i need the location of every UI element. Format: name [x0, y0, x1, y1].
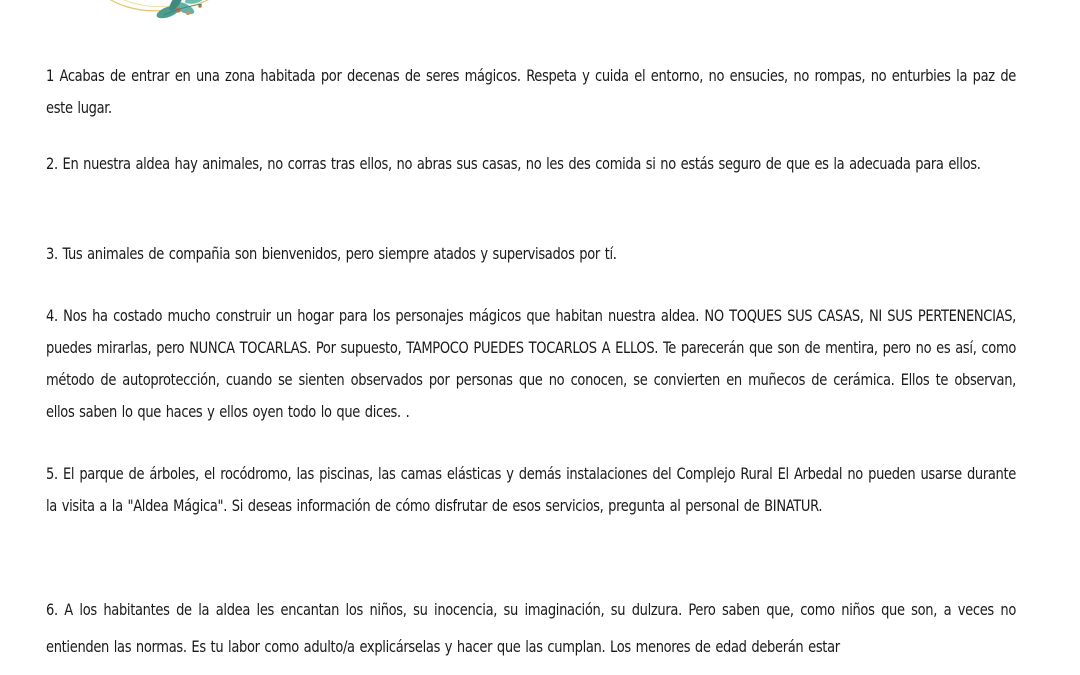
leaf-cluster-icon	[155, 0, 203, 21]
rule-2: 2. En nuestra aldea hay animales, no corras tras ellos, no abras sus casas, no les des comida si no estás seguro de que es la adecuada para ellos.	[46, 155, 981, 173]
rule-3: 3. Tus animales de compañia son bienvenidos, pero siempre atados y supervisados por tí.	[46, 245, 617, 263]
wreath-ring	[88, 0, 232, 11]
rule-5: 5. El parque de árboles, el rocódromo, las piscinas, las camas elásticas y demás instalaciones del Complejo Rural El Arbedal no pueden usarse durante la visita a la "Aldea Mágica". Si deseas información de cómo disfrutar de esos servicios, pregunta al personal de BINATUR.	[46, 465, 1016, 515]
rule-6: 6. A los habitantes de la aldea les encantan los niños, su inocencia, su imaginación, su dulzura. Pero saben que, como niños que son, a veces no entienden las normas. Es tu labor como adulto/a explicárselas y hacer que las cumplan. Los menores de edad deberán estar	[46, 601, 1016, 656]
rule-4: 4. Nos ha costado mucho construir un hogar para los personajes mágicos que habitan nuestra aldea. NO TOQUES SUS CASAS, NI SUS PERTENENCIAS, puedes mirarlas, pero NUNCA TOCARLAS. Por supuesto, TAMPOCO PUEDES TOCARLOS A ELLOS. Te parecerán que son de mentira, pero no es así, como método de autoprotección, cuando se sienten observados por personas que no conocen, se convierten en muñecos de cerámica. Ellos te observan, ellos saben lo que haces y ellos oyen todo lo que dices. .	[46, 307, 1016, 421]
leaf-wreath-logo	[60, 0, 260, 32]
rule-1: 1 Acabas de entrar en una zona habitada por decenas de seres mágicos. Respeta y cuida el entorno, no ensucies, no rompas, no enturbies la paz de este lugar.	[46, 67, 1016, 117]
